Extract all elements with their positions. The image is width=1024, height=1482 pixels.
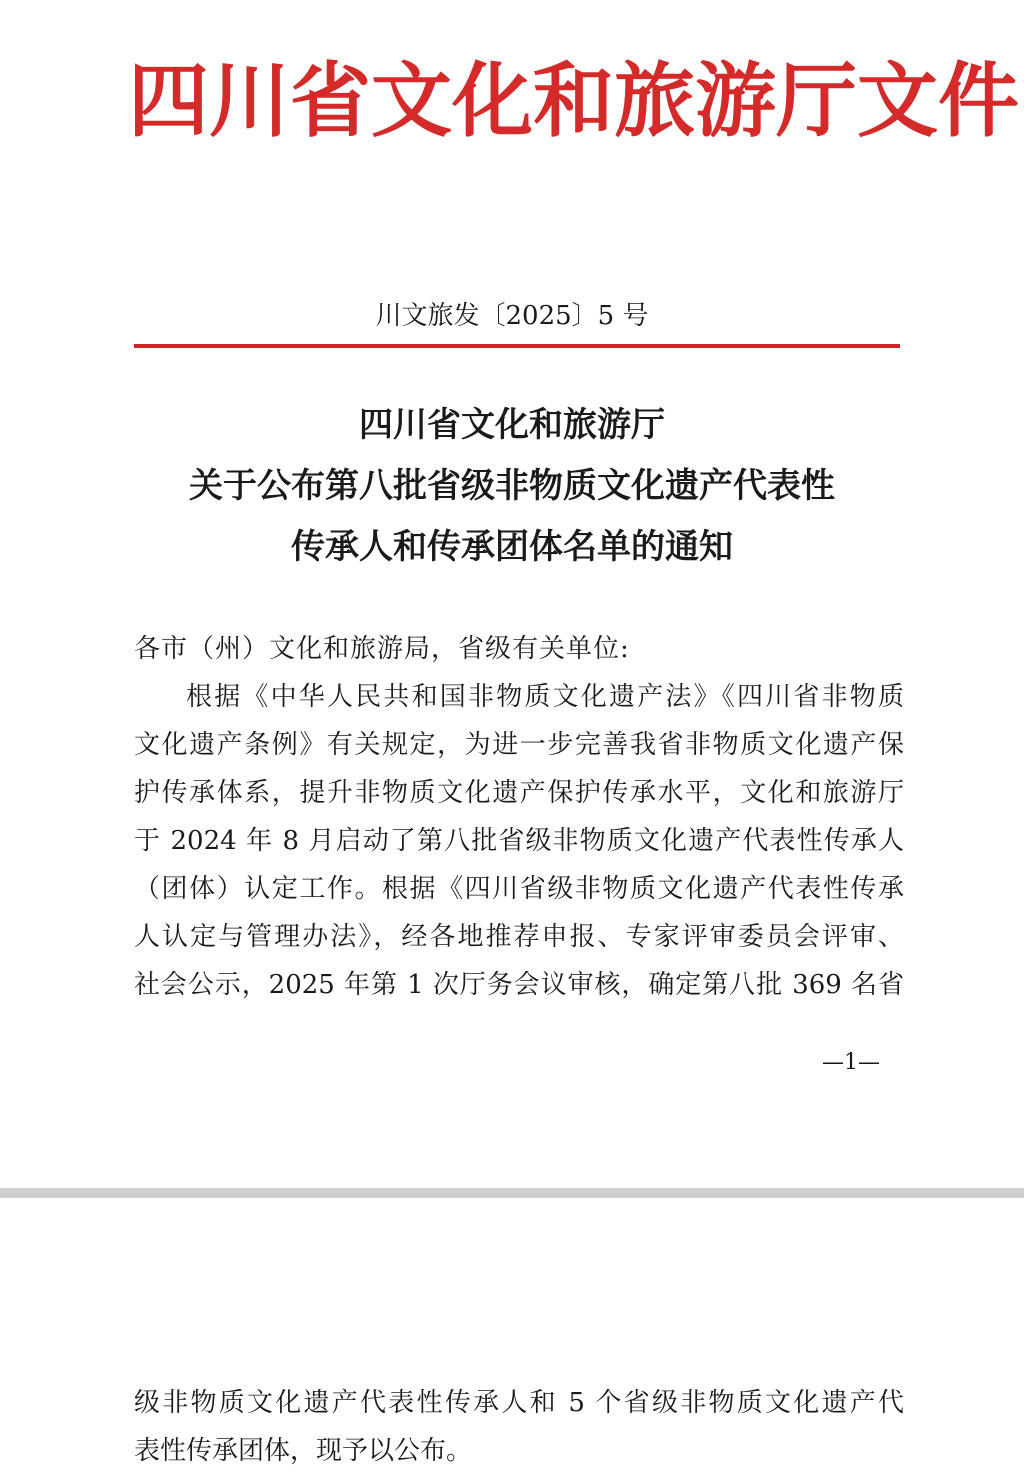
notice-title-line-1: 四川省文化和旅游厅 [359,405,665,445]
salutation: 各市（州）文化和旅游局，省级有关单位: [134,634,630,664]
body-line-3: 护传承体系，提升非物质文化遗产保护传承水平，文化和旅游厅 [134,778,904,808]
page-number: —1— [822,1050,880,1075]
body-line-2: 文化遗产条例》有关规定，为进一步完善我省非物质文化遗产保 [134,730,904,760]
body-line-4: 于 2024 年 8 月启动了第八批省级非物质文化遗产代表性传承人 [134,826,904,856]
body-line-5: （团体）认定工作。根据《四川省级非物质文化遗产代表性传承 [134,874,904,904]
notice-title-line-2: 关于公布第八批省级非物质文化遗产代表性 [189,466,835,506]
notice-title-line-3: 传承人和传承团体名单的通知 [291,527,733,567]
body-line-1: 根据《中华人民共和国非物质文化遗产法》《四川省非物质 [186,682,904,712]
body-line-8: 级非物质文化遗产代表性传承人和 5 个省级非物质文化遗产代 [134,1388,904,1418]
page-separator [0,1188,1024,1198]
body-line-6: 人认定与管理办法》，经各地推荐申报、专家评审委员会评审、 [134,922,904,952]
document-number: 川文旅发〔2025〕5 号 [375,301,649,331]
red-divider-rule [134,344,900,348]
body-line-9: 表性传承团体，现予以公布。 [134,1436,473,1466]
masthead-title: 四川省文化和旅游厅文件 [128,54,1020,149]
body-line-7: 社会公示，2025 年第 1 次厅务会议审核，确定第八批 369 名省 [134,970,904,1000]
document-page-2 [0,1198,1024,1482]
